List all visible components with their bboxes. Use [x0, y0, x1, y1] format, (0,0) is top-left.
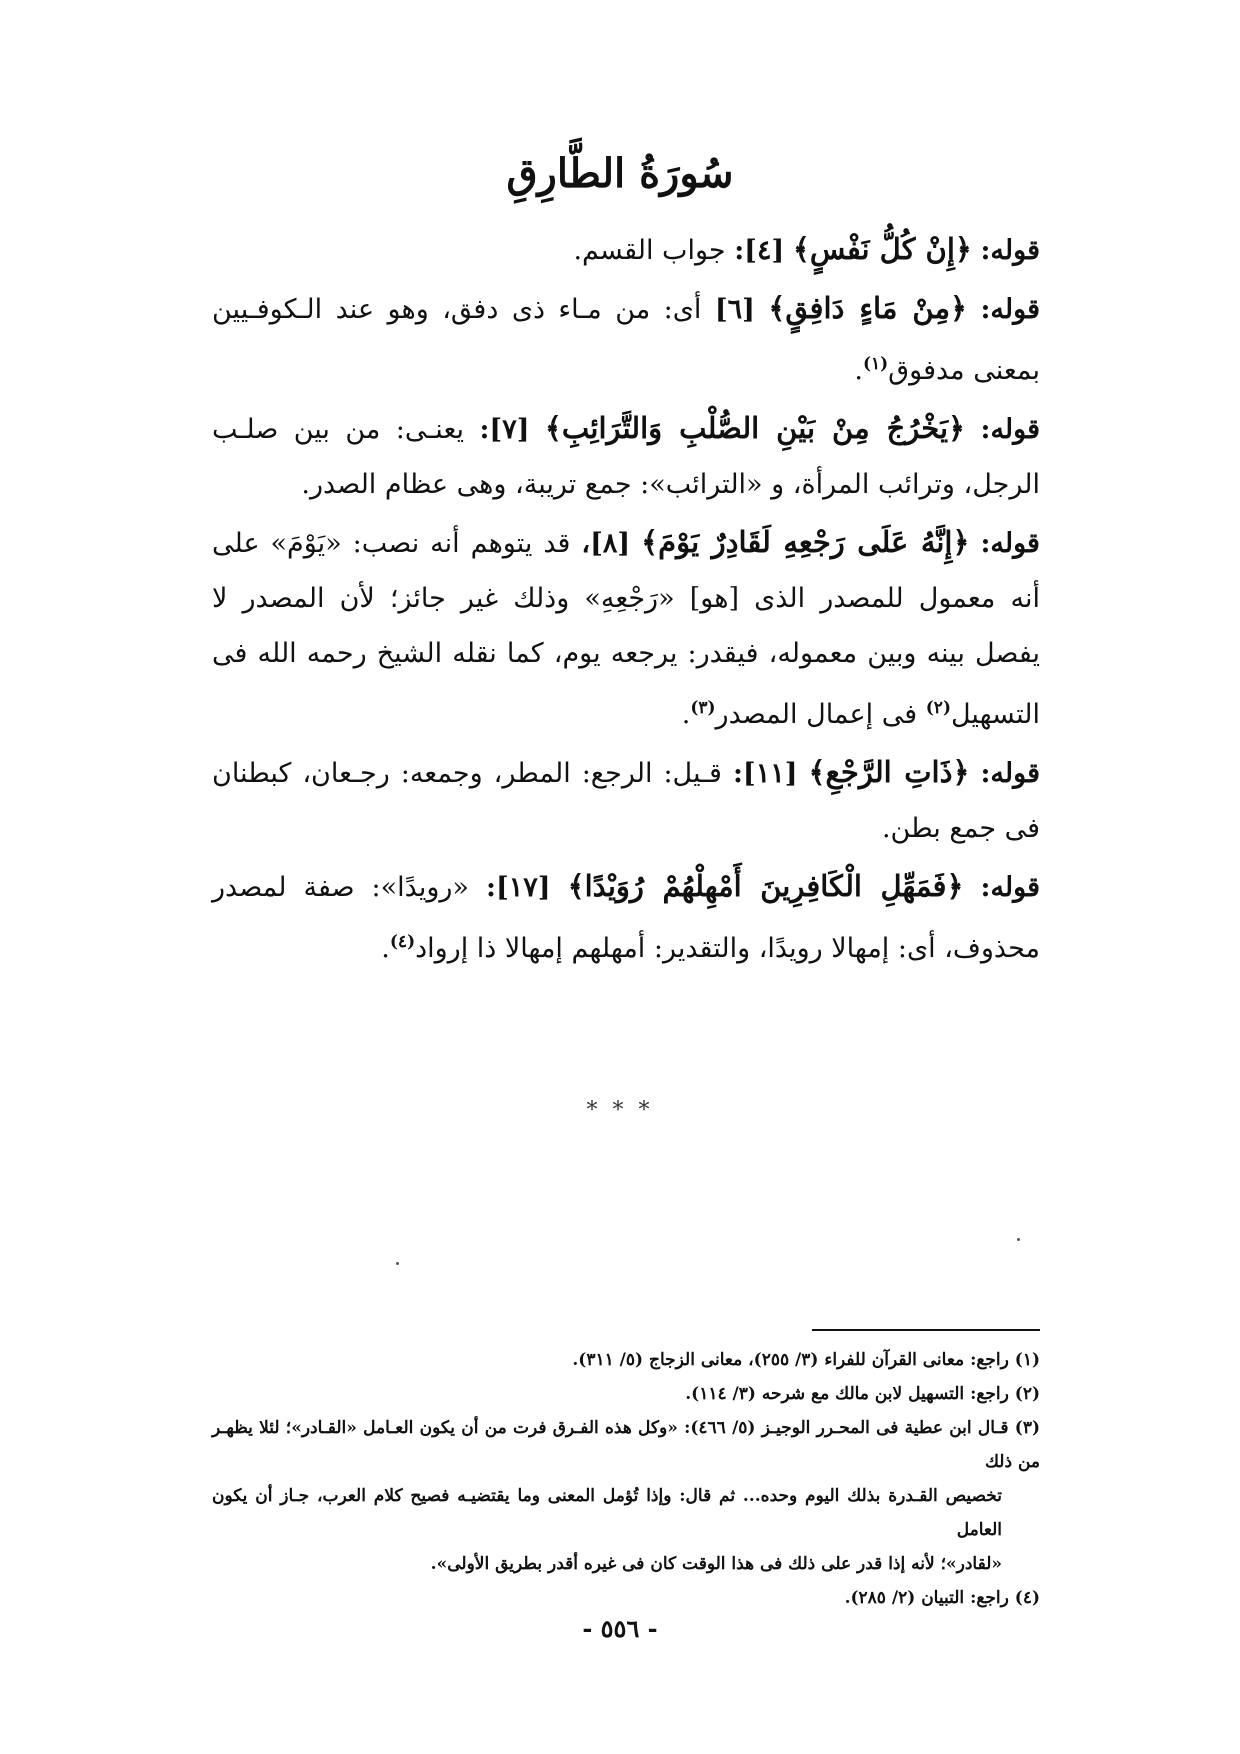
commentary-paragraph	[212, 281, 1040, 398]
print-speck	[396, 1262, 399, 1265]
footnote-item	[212, 1581, 1040, 1615]
footnote-rule	[812, 1329, 1040, 1331]
footnote-text: راجع: معانى القرآن للفراء (٣/ ٢٥٥)، معانى الزجاج (٥/ ٣١١).	[572, 1350, 1009, 1370]
paragraph-tail: .	[381, 933, 390, 964]
commentary-body	[212, 222, 1040, 979]
quran-verse: ﴿إِنَّهُ عَلَى رَجْعِهِ لَقَادِرٌ يَوْمَ﴾	[641, 525, 970, 559]
footnote-number: (٢)	[1014, 1384, 1040, 1404]
quran-verse: ﴿فَمَهِّلِ الْكَافِرِينَ أَمْهِلْهُمْ رُوَيْدًا﴾	[567, 869, 964, 903]
footnote-item	[212, 1343, 1040, 1377]
footnote-marker: (٣)	[690, 698, 716, 718]
footnote-marker: (٤)	[389, 932, 416, 952]
quran-verse: ﴿إِنْ كُلُّ نَفْسٍ﴾	[792, 232, 972, 266]
footnotes-section	[212, 1343, 1040, 1615]
footnote-text: راجع: التبيان (٢/ ٢٨٥).	[844, 1588, 1009, 1608]
paragraph-lead: قوله:	[980, 414, 1041, 445]
quran-verse: ﴿مِنْ مَاءٍ دَافِقٍ﴾	[768, 291, 967, 325]
quran-verse: ﴿يَخْرُجُ مِنْ بَيْنِ الصُّلْبِ وَالتَّرَائِبِ﴾	[544, 411, 966, 445]
verse-reference: [١١]:	[732, 758, 798, 789]
footnote-item	[212, 1411, 1040, 1479]
paragraph-text: جواب القسم.	[573, 235, 726, 266]
print-speck	[1017, 1238, 1020, 1241]
paragraph-lead: قوله:	[980, 872, 1041, 903]
footnote-item	[212, 1377, 1040, 1411]
paragraph-lead: قوله:	[980, 528, 1040, 559]
footnote-marker: (٢)	[925, 698, 951, 718]
paragraph-text: أى: من مـاء ذى دفق، وهو عند الـكوفـيين بمعنى مدفوق	[212, 294, 1040, 386]
paragraph-tail: .	[681, 699, 691, 730]
footnote-number: (٤)	[1014, 1588, 1040, 1608]
footnote-text: قـال ابن عطية فى المحـرر الوجيـز (٥/ ٤٦٦): «وكل هذه الفـرق فرت من أن يكون العـامل «القـادر»؛ لئلا يظهـر من ذلك	[212, 1418, 1040, 1472]
paragraph-lead: قوله:	[980, 235, 1040, 266]
footnote-continuation: «لقادر»؛ لأنه إذا قدر على ذلك فى هذا الوقت كان فى غيره أقدر بطريق الأولى».	[430, 1554, 1002, 1574]
paragraph-lead: قوله:	[980, 758, 1040, 789]
commentary-paragraph	[212, 745, 1040, 856]
paragraph-text-continued: فى إعمال المصدر	[715, 699, 918, 730]
paragraph-text: «رويدًا»: صفة لمصدر محذوف، أى: إمهالا رويدًا، والتقدير: أمهلهم إمهالا ذا إرواد	[212, 872, 1040, 964]
paragraph-text: يعنـى: من بين صلـب الرجل، وترائب المرأة، و «الترائب»: جمع تريبة، وهى عظام الصدر.	[212, 414, 1040, 500]
commentary-paragraph	[212, 515, 1040, 742]
footnote-text: راجع: التسهيل لابن مالك مع شرحه (٣/ ١١٤).	[685, 1384, 1009, 1404]
verse-reference: [٦]	[714, 294, 755, 325]
commentary-paragraph	[212, 859, 1040, 976]
paragraph-tail: .	[854, 355, 863, 386]
paragraph-text: قد يتوهم أنه نصب: «يَوْمَ» على أنه معمول للمصدر الذى [هو] «رَجْعِهِ» وذلك غير جائز؛ لأن المصدر لا يفصل بينه وبين معموله، فيقدر: يرجعه يوم، كما نقله الشيخ رحمه الله فى التسهيل	[212, 528, 1040, 730]
verse-reference: [٧]:	[479, 414, 530, 445]
footnote-marker: (١)	[862, 354, 889, 374]
section-separator: * * *	[586, 1098, 654, 1123]
paragraph-lead: قوله:	[980, 294, 1040, 325]
verse-reference: [١٧]:	[486, 872, 551, 903]
surah-title: سُورَةُ الطَّارِقِ	[506, 150, 734, 197]
footnote-number: (١)	[1014, 1350, 1040, 1370]
verse-reference: [٤]:	[734, 235, 785, 266]
commentary-paragraph	[212, 222, 1040, 278]
commentary-paragraph	[212, 401, 1040, 512]
footnote-continuation: تخصيص القـدرة بذلك اليوم وحده... ثم قال: وإذا تُؤمل المعنى وما يقتضيـه فصيح كلام العرب، جـاز أن يكون العامل	[212, 1486, 1002, 1540]
quran-verse: ﴿ذَاتِ الرَّجْعِ﴾	[808, 755, 970, 789]
footnote-number: (٣)	[1014, 1418, 1041, 1438]
page-number: - ٥٥٦ -	[582, 1614, 658, 1643]
paragraph-text: قـيل: الرجع: المطر، وجمعه: رجـعان، كبطنان فى جمع بطن.	[212, 758, 1040, 844]
verse-reference: [٨]،	[581, 528, 631, 559]
